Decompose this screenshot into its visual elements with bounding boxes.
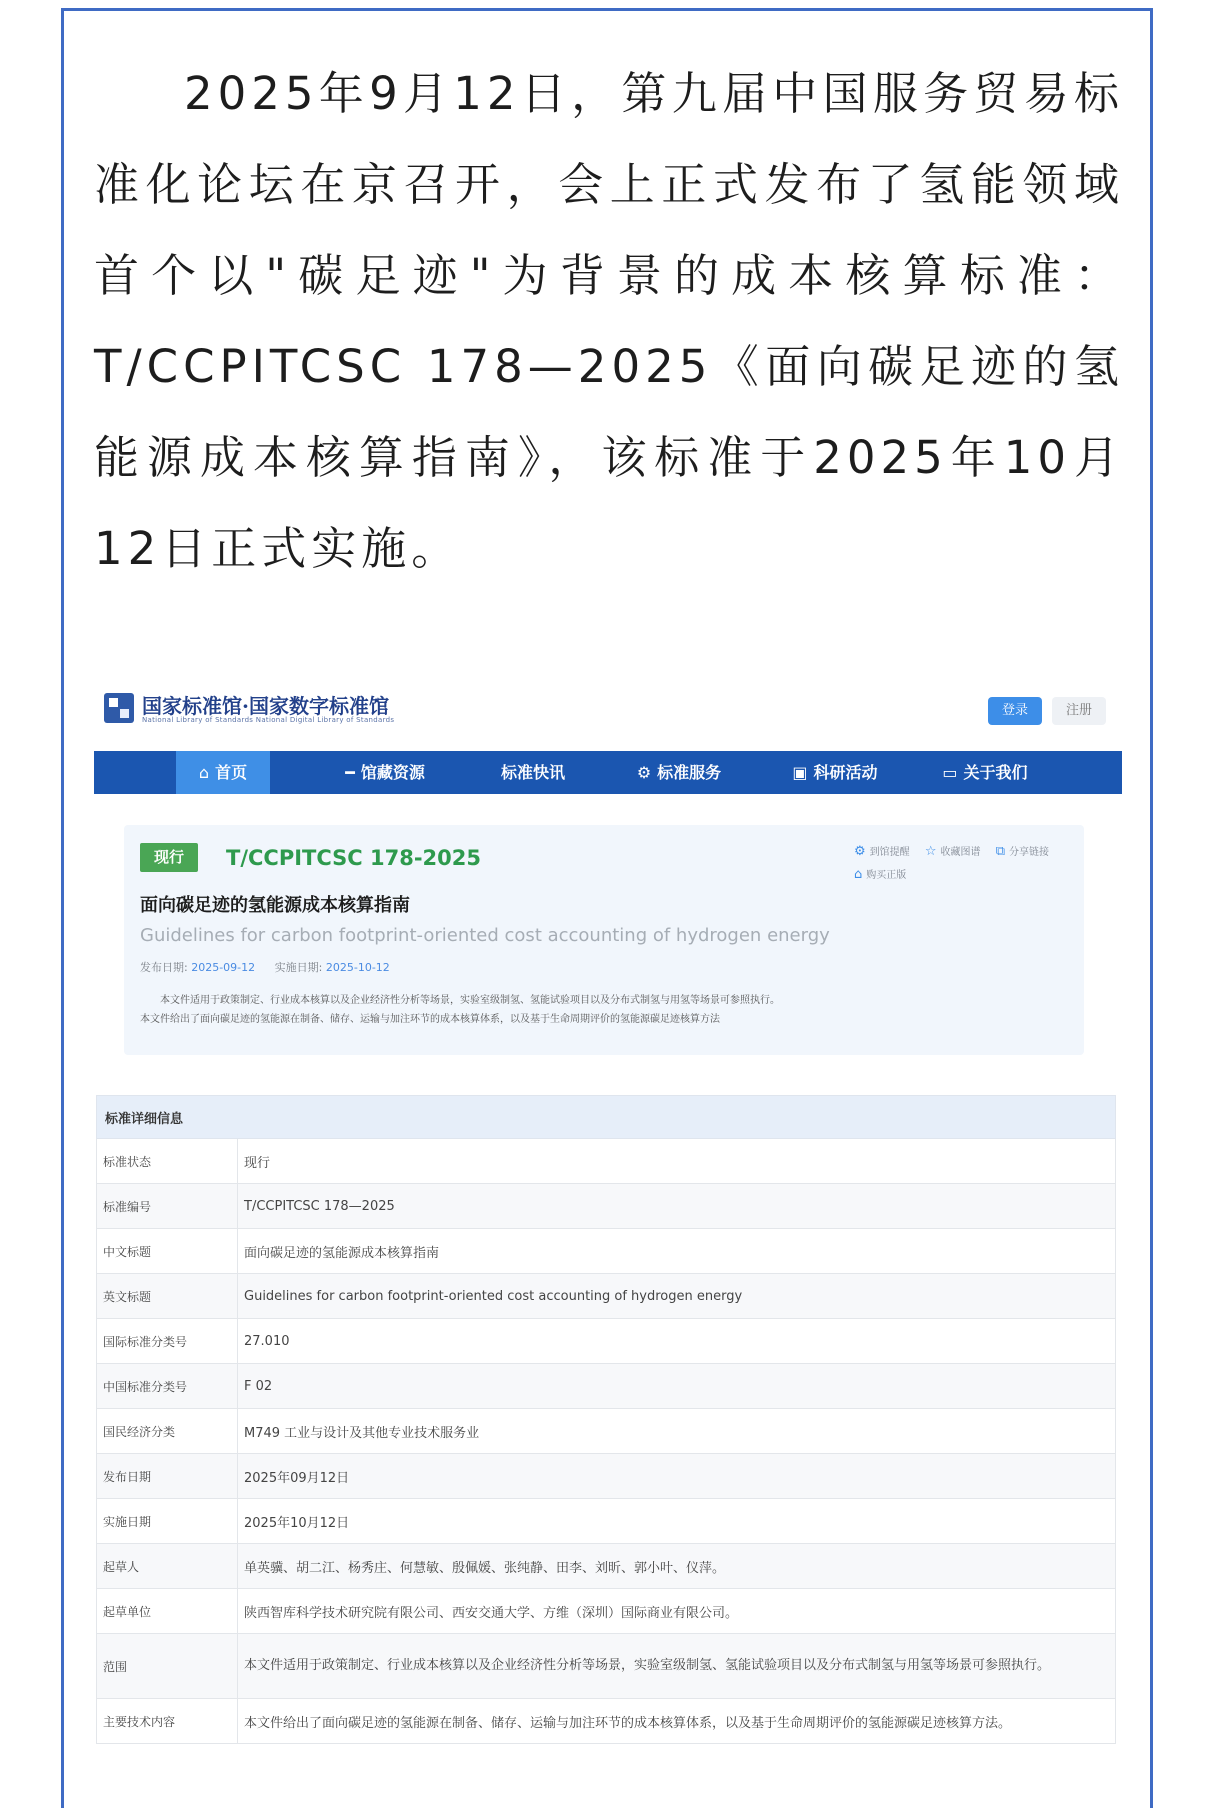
table-row bbox=[97, 1229, 1116, 1274]
nav-item-collections[interactable] bbox=[320, 751, 450, 794]
site-logo-title: 国家标准馆·国家数字标准馆 bbox=[142, 694, 389, 718]
library-logo-icon bbox=[104, 693, 134, 723]
favorite-label: 收藏图谱 bbox=[940, 847, 981, 858]
standard-code: T/CCPITCSC 178-2025 bbox=[226, 846, 481, 870]
row-value: 单英骥、胡二江、杨秀庄、何慧敏、殷佩媛、张纯静、田李、刘昕、郭小叶、仪萍。 bbox=[238, 1544, 1116, 1589]
standard-title-cn: 面向碳足迹的氢能源成本核算指南 bbox=[140, 895, 410, 916]
dash-icon: ━ bbox=[345, 763, 355, 782]
row-key: 英文标题 bbox=[97, 1274, 238, 1319]
row-value: 现行 bbox=[238, 1139, 1116, 1184]
row-key: 国际标准分类号 bbox=[97, 1319, 238, 1364]
row-key: 标准状态 bbox=[97, 1139, 238, 1184]
bag-icon: ⌂ bbox=[854, 867, 863, 882]
buy-label: 购买正版 bbox=[866, 870, 907, 881]
publish-date-label: 发布日期: bbox=[140, 961, 188, 974]
standard-dates bbox=[140, 959, 406, 975]
table-row bbox=[97, 1589, 1116, 1634]
standard-summary-card bbox=[124, 825, 1084, 1055]
summary-line-1: 本文件适用于政策制定、行业成本核算以及企业经济性分析等场景，实验室级制氢、氢能试验项目以及分布式制氢与用氢等场景可参照执行。 bbox=[160, 995, 780, 1006]
home-icon: ⌂ bbox=[198, 763, 210, 782]
nav-item-home[interactable] bbox=[176, 751, 270, 794]
nav-label: 标准快讯 bbox=[500, 763, 565, 782]
nav-item-about[interactable] bbox=[920, 751, 1050, 794]
nav-label: 标准服务 bbox=[657, 763, 722, 782]
remind-action[interactable] bbox=[854, 844, 910, 859]
table-row bbox=[97, 1364, 1116, 1409]
nav-item-news[interactable] bbox=[478, 751, 588, 794]
row-key: 实施日期 bbox=[97, 1499, 238, 1544]
table-row bbox=[97, 1634, 1116, 1699]
buy-action[interactable] bbox=[854, 867, 907, 882]
login-button[interactable]: 登录 bbox=[988, 697, 1042, 725]
star-icon: ☆ bbox=[924, 844, 937, 859]
row-value: 本文件给出了面向碳足迹的氢能源在制备、储存、运输与加注环节的成本核算体系，以及基于生命周期评价的氢能源碳足迹核算方法。 bbox=[238, 1699, 1116, 1744]
detail-table-header: 标准详细信息 bbox=[97, 1096, 1116, 1139]
nav-label: 馆藏资源 bbox=[360, 763, 425, 782]
row-key: 起草单位 bbox=[97, 1589, 238, 1634]
table-row bbox=[97, 1499, 1116, 1544]
site-logo-subtitle: National Library of Standards National Digital Library of Standards bbox=[142, 716, 395, 724]
table-row bbox=[97, 1319, 1116, 1364]
row-key: 主要技术内容 bbox=[97, 1699, 238, 1744]
table-row bbox=[97, 1184, 1116, 1229]
implement-date-label: 实施日期: bbox=[274, 961, 323, 974]
row-value: 27.010 bbox=[238, 1319, 1116, 1364]
row-value: T/CCPITCSC 178—2025 bbox=[238, 1184, 1116, 1229]
summary-line-2: 本文件给出了面向碳足迹的氢能源在制备、储存、运输与加注环节的成本核算体系，以及基于生命周期评价的氢能源碳足迹核算方法 bbox=[140, 1014, 720, 1025]
row-value: M749 工业与设计及其他专业技术服务业 bbox=[238, 1409, 1116, 1454]
row-value: 本文件适用于政策制定、行业成本核算以及企业经济性分析等场景，实验室级制氢、氢能试验项目以及分布式制氢与用氢等场景可参照执行。 bbox=[238, 1634, 1116, 1699]
table-row bbox=[97, 1699, 1116, 1744]
site-header bbox=[94, 680, 1122, 750]
row-key: 国民经济分类 bbox=[97, 1409, 238, 1454]
main-nav bbox=[94, 751, 1122, 794]
row-value: 面向碳足迹的氢能源成本核算指南 bbox=[238, 1229, 1116, 1274]
card-actions bbox=[854, 841, 1061, 887]
row-key: 起草人 bbox=[97, 1544, 238, 1589]
row-key: 发布日期 bbox=[97, 1454, 238, 1499]
nav-label: 科研活动 bbox=[813, 763, 878, 782]
row-value: Guidelines for carbon footprint-oriented cost accounting of hydrogen energy bbox=[238, 1274, 1116, 1319]
article-paragraph: 2025年9月12日，第九届中国服务贸易标准化论坛在京召开，会上正式发布了氢能领域首个以"碳足迹"为背景的成本核算标准：T/CCPITCSC 178—2025《面向碳足迹的氢能源成本核算指南》，该标准于2025年10月12日正式实施。 bbox=[94, 67, 1124, 575]
row-value: 2025年09月12日 bbox=[238, 1454, 1116, 1499]
row-key: 范围 bbox=[97, 1634, 238, 1699]
row-key: 中国标准分类号 bbox=[97, 1364, 238, 1409]
table-row bbox=[97, 1139, 1116, 1184]
settings-icon: ⚙ bbox=[636, 763, 652, 782]
embedded-screenshot bbox=[94, 680, 1122, 1765]
status-badge: 现行 bbox=[140, 843, 198, 872]
row-key: 中文标题 bbox=[97, 1229, 238, 1274]
table-row bbox=[97, 1409, 1116, 1454]
standard-summary bbox=[140, 991, 1060, 1029]
article-body bbox=[94, 48, 1124, 594]
table-row bbox=[97, 1274, 1116, 1319]
share-label: 分享链接 bbox=[1008, 847, 1049, 858]
chat-icon: ▭ bbox=[942, 763, 958, 782]
table-row bbox=[97, 1454, 1116, 1499]
table-row bbox=[97, 1544, 1116, 1589]
row-value: 陕西智库科学技术研究院有限公司、西安交通大学、方维（深圳）国际商业有限公司。 bbox=[238, 1589, 1116, 1634]
remind-label: 到馆提醒 bbox=[869, 847, 910, 858]
nav-item-research[interactable] bbox=[770, 751, 900, 794]
register-button[interactable]: 注册 bbox=[1052, 697, 1106, 725]
publish-date: 2025-09-12 bbox=[191, 961, 256, 974]
row-value: F 02 bbox=[238, 1364, 1116, 1409]
monitor-icon: ▣ bbox=[792, 763, 808, 782]
nav-label: 首页 bbox=[215, 763, 248, 782]
nav-item-services[interactable] bbox=[614, 751, 744, 794]
row-value: 2025年10月12日 bbox=[238, 1499, 1116, 1544]
share-icon: ⧉ bbox=[995, 844, 1005, 859]
row-key: 标准编号 bbox=[97, 1184, 238, 1229]
favorite-action[interactable] bbox=[924, 844, 981, 859]
standard-detail-table bbox=[96, 1095, 1116, 1744]
implement-date: 2025-10-12 bbox=[325, 961, 390, 974]
share-action[interactable] bbox=[995, 844, 1049, 859]
nav-label: 关于我们 bbox=[963, 763, 1028, 782]
standard-title-en: Guidelines for carbon footprint-oriented cost accounting of hydrogen energy bbox=[140, 925, 830, 946]
gear-icon: ⚙ bbox=[854, 844, 866, 859]
